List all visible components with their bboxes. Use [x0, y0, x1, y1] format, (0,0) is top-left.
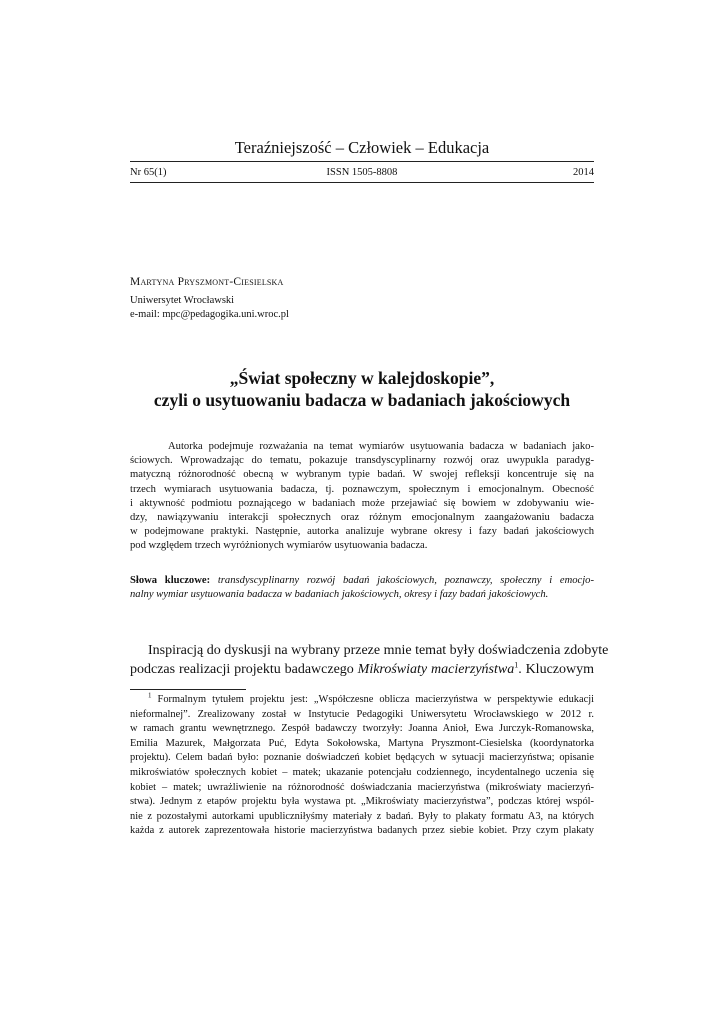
footnote-line: Emilia Mazurek, Małgorzata Puć, Edyta Sokołowska, Martyna Pryszmont-Ciesielska (koordynatorka [130, 737, 594, 749]
footnote-line: projektu). Celem badań było: poznanie doświadczeń kobiet będących w sytuacji macierzyństwa; opisanie [130, 752, 594, 764]
footnote [130, 693, 594, 839]
paper-title-line-1: „Świat społeczny w kalejdoskopie”, [229, 368, 495, 388]
body-line: Inspiracją do dyskusji na wybrany przeze mnie temat były doświadczenia zdobyte [148, 643, 609, 658]
keywords-text-1: transdyscyplinarny rozwój badań jakościowych, poznawczy, społeczny i emocjo- [217, 575, 595, 586]
author-email: e-mail: mpc@pedagogika.uni.wroc.pl [130, 309, 289, 320]
keywords-label: Słowa kluczowe: [130, 575, 211, 586]
footnote-reference: 1 [514, 660, 519, 670]
abstract-line: dzy, nawiązywaniu interakcji społecznych oraz różnym emocjonalnym zaangażowaniu badacza [130, 512, 594, 524]
author-affiliation [130, 294, 289, 322]
project-title: Mikroświaty macierzyństwa [357, 662, 515, 677]
abstract-line: Autorka podejmuje rozważania na temat wymiarów usytuowania badacza w badaniach jako- [168, 441, 594, 452]
footnote-line: $^1$ Formalnym tytułem projektu jest: „Współczesne oblicza macierzyństwa w perspektywie edukacji [148, 691, 594, 705]
issue-number: Nr 65(1) [130, 167, 167, 178]
abstract-line: i aktywność podmiotu poznającego w badaniach może przejawiać się bowiem w zdobywaniu wie- [130, 497, 594, 509]
footnote-marker: 1 [148, 691, 152, 700]
abstract-line: ściowych. Wprowadzając do tematu, pokazuje transdyscyplinarny rozwój oraz uwypukla paradyg- [130, 455, 594, 467]
footnote-line: mikroświatów społecznych kobiet – matek; ukazanie potencjału codziennego, incydentalnego uczenia się [130, 766, 594, 778]
issue-year: 2014 [573, 167, 594, 178]
keywords-line [130, 588, 594, 602]
footnote-line: nie z pozostałymi autorkami upubliczniłyśmy materiały z badań. Były to plakaty formatu A3, na których [130, 810, 594, 822]
body-text [130, 641, 609, 679]
footnote-line: stwa). Jednym z etapów projektu była wystawa pt. „Mikroświaty macierzyństwa”, podczas której wspól- [130, 796, 594, 808]
author-name: Martyna Pryszmont-Ciesielska [130, 276, 284, 288]
footnote-line: nieformalnej”. Zrealizowany został w Instytucie Pedagogiki Uniwersytetu Wrocławskiego w 2012 r. [130, 708, 594, 720]
issn: ISSN 1505-8808 [326, 167, 398, 178]
footnote-line: kobiet – matek; uwrażliwienie na różnorodność doświadczania macierzyństwa (mikroświaty macierzyń- [130, 781, 594, 793]
abstract-line: pod względem trzech wyróżnionych wymiarów usytuowania badacza. [130, 540, 428, 552]
keywords [130, 574, 594, 602]
keywords-line [130, 574, 594, 588]
issue-info-row [130, 167, 594, 178]
header-bottom-rule [130, 182, 594, 183]
paper-title [130, 367, 594, 411]
header-top-rule [130, 161, 594, 162]
footnote-line: w ramach grantu wewnętrznego. Zespół badawczy tworzyły: Joanna Anioł, Ewa Jurczyk-Romanowska, [130, 723, 594, 735]
abstract [130, 440, 594, 554]
paper-title-line-2: czyli o usytuowaniu badacza w badaniach jakościowych [153, 390, 571, 410]
abstract-line: w podejmowane praktyki. Następnie, autorka analizuje wybrane okresy i fazy badań jakościowych [130, 526, 594, 538]
affiliation: Uniwersytet Wrocławski [130, 295, 235, 306]
footnote-rule [130, 689, 246, 690]
abstract-line: trzech wymiarach usytuowania badacza, tj. poznawczym, społecznym i emocjonalnym. Obecność [130, 483, 594, 495]
body-line: podczas realizacji projektu badawczego Mikroświaty macierzyństwa$^1$. Kluczowym [130, 660, 594, 677]
journal-title: Teraźniejszość – Człowiek – Edukacja [234, 138, 490, 157]
keywords-text-2: nalny wymiar usytuowania badacza w badaniach jakościowych, okresy i fazy badań jakościowych. [130, 589, 549, 601]
footnote-line: każda z autorek zaprezentowała historie macierzyństwa badanych przez siebie kobiet. Przy czym plakaty [130, 825, 594, 837]
abstract-line: matyczną różnorodność obecną w wybranym typie badań. W swojej refleksji koncentruje się na [130, 469, 594, 481]
